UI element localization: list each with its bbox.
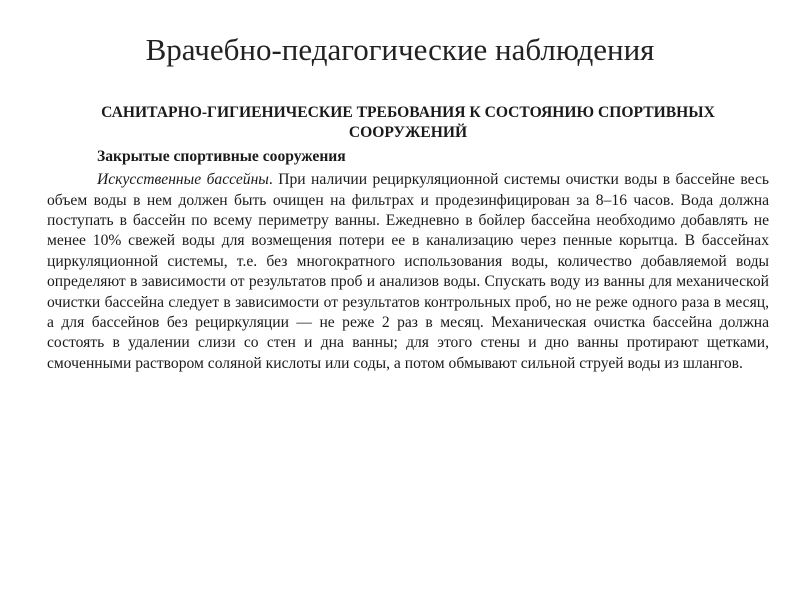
paragraph-body: . При наличии рециркуляционной системы очистки воды в бассейне весь объем воды в нем должен быть очищен на фильтрах и продезинфицирован за 8–16 часов. Вода должна поступать в бассейн по всему периметру ванны. Ежедневно в бойлер бассейна необходимо добавлять не менее 10% свежей воды для возмещения потери ее в канализацию через пенные корытца. В бассейнах циркуляционной системы, т.е. без многократного использования воды, количество добавляемой воды определяют в зависимости от результатов проб и анализов воды. Спускать воду из ванны для механической очистки бассейна следует в зависимости от результатов контрольных проб, но не реже одного раза в месяц, а для бассейнов без рециркуляции — не реже 2 раз в месяц. Механическая очистка бассейна должна состоять в удалении слизи со стен и дна ванны; для этого стены и дно ванны протирают щетками, смоченными раствором соляной кислоты или соды, а потом обмывают сильной струей воды из шлангов. [47, 171, 769, 372]
subheading: Закрытые спортивные сооружения [97, 147, 346, 165]
slide-content [47, 103, 769, 374]
section-heading: САНИТАРНО-ГИГИЕНИЧЕСКИЕ ТРЕБОВАНИЯ К СОСТОЯНИЮ СПОРТИВНЫХ СООРУЖЕНИЙ [101, 104, 715, 142]
slide-title: Врачебно-педагогические наблюдения [145, 32, 655, 67]
paragraph-lead: Искусственные бассейны [97, 171, 269, 189]
body-paragraph [47, 170, 769, 374]
